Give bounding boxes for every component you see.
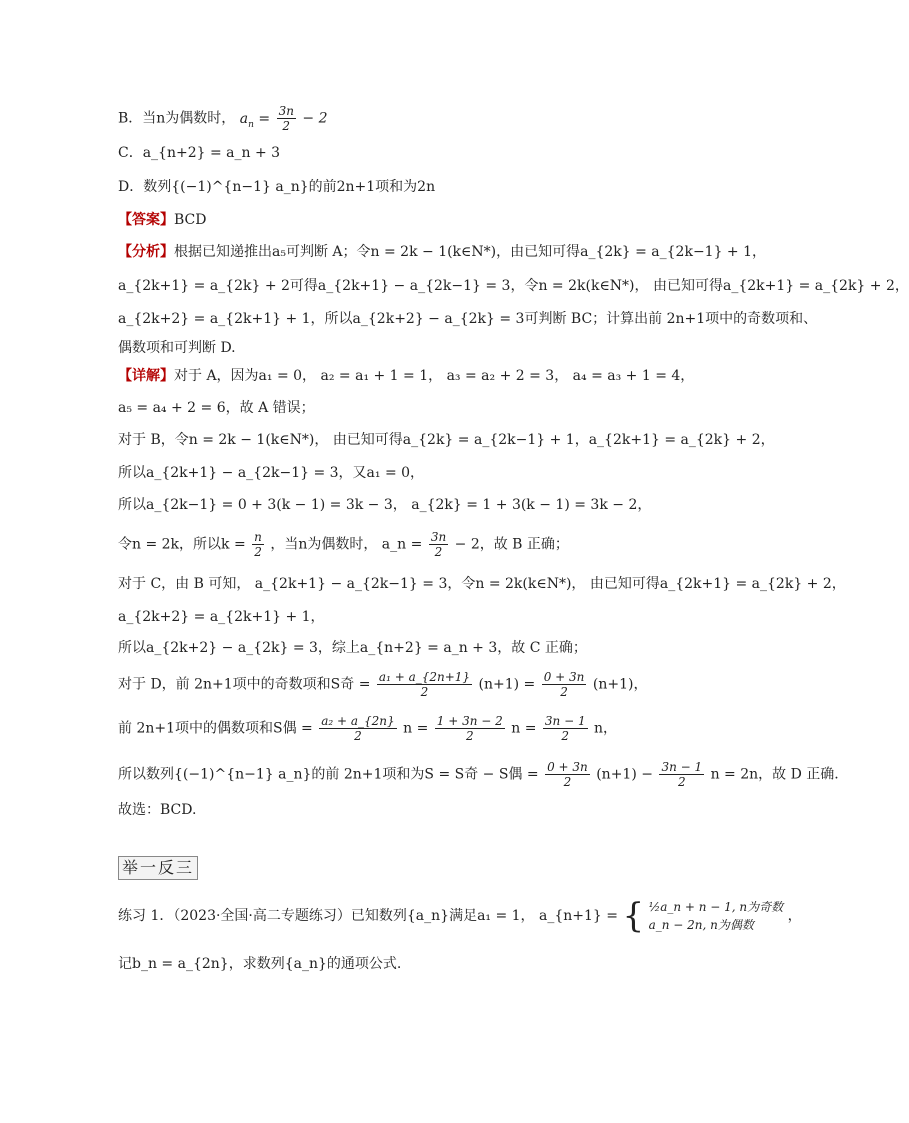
option-b-lhs: $a_n$ = [239,110,271,130]
fraction: $\frac{1 + 3n - 2}{2}$ [436,714,503,743]
detail-line-2: a₅ = a₄ + 2 = 6，故 A 错误； [118,400,315,416]
piecewise: { ½a_n + n − 1, n为奇数 a_n − 2n, n为偶数 [622,896,784,936]
detail-line-8: a_{2k+2} = a_{2k+1} + 1， [118,609,325,625]
detail-line-6: 令n = 2k，所以k = $\frac{n}{2}$ ，当n为偶数时， a_n = $\frac{3n}{2}$ − 2，故 B 正确； [118,530,569,559]
fraction: $\frac{3n}{2}$ [430,530,447,559]
answer-value: BCD [174,212,207,228]
detail-line-11: 前 2n+1项中的偶数项和S偶 = $\frac{\text{a₂ + a\_\{2n\}}}{2}$ n = $\frac{1 + 3n - 2}{2}$ n = $\frac{3n - 1}{2}$ n， [118,714,618,743]
detail-line-7: 对于 C，由 B 可知， a_{2k+1} − a_{2k−1} = 3，令n = 2k(k∈N*)， 由已知可得a_{2k+1} = a_{2k} + 2， [118,576,846,592]
detail-line-4: 所以a_{2k+1} − a_{2k−1} = 3，又a₁ = 0， [118,465,425,481]
analysis-line-2: a_{2k+1} = a_{2k} + 2可得a_{2k+1} − a_{2k−1} = 3，令n = 2k(k∈N*)， 由已知可得a_{2k+1} = a_{2k} + 2， [118,278,909,294]
fraction: $\frac{\text{a₁ + a\_\{2n+1\}}}{2}$ [378,670,471,699]
fraction: $\frac{3n - 1}{2}$ [661,760,703,789]
option-b: B．当n为偶数时， $a_n$ = $\frac{3n}{2}$ − 2 [118,104,328,133]
option-b-text: B．当n为偶数时， [118,110,236,127]
fraction: $\frac{\text{a₂ + a\_\{2n\}}}{2}$ [321,714,395,743]
detail-label: 【详解】 [118,368,174,384]
brace-icon: { [622,896,645,936]
section-heading: 举一反三 [118,856,198,880]
exercise-line-2: 记b_n = a_{2n}，求数列{a_n}的通项公式. [118,956,402,972]
exercise-line-1: 练习 1．（2023·全国·高二专题练习）已知数列{a_n}满足a₁ = 1， a_{n+1} = { ½a_n + n − 1, n为奇数 a_n − 2n, n为偶数 ， [118,896,802,936]
detail-line-1: 【详解】对于 A，因为a₁ = 0， a₂ = a₁ + 1 = 1， a₃ = a₂ + 2 = 3， a₄ = a₃ + 1 = 4， [118,368,695,384]
choose-line: 故选：BCD. [118,802,197,818]
analysis-line-4: 偶数项和可判断 D. [118,340,236,356]
analysis-label: 【分析】 [118,244,174,260]
fraction: $\frac{0 + 3n}{2}$ [543,670,585,699]
option-d: D．数列{(−1)^{n−1} a_n}的前2n+1项和为2n [118,179,436,195]
fraction: $\frac{3n - 1}{2}$ [544,714,586,743]
fraction: $\frac{3n}{2}$ [278,104,294,133]
option-c: C．a_{n+2} = a_n + 3 [118,145,281,161]
detail-line-9: 所以a_{2k+2} − a_{2k} = 3，综上a_{n+2} = a_n + 3，故 C 正确； [118,640,587,656]
fraction: $\frac{0 + 3n}{2}$ [547,760,588,789]
analysis-line-1: 【分析】根据已知递推出a₅可判断 A；令n = 2k − 1(k∈N*)，由已知可得a_{2k} = a_{2k−1} + 1， [118,244,767,260]
detail-line-5: 所以a_{2k−1} = 0 + 3(k − 1) = 3k − 3， a_{2k} = 1 + 3(k − 1) = 3k − 2， [118,497,652,513]
detail-line-10: 对于 D，前 2n+1项中的奇数项和S奇 = $\frac{\text{a₁ + a\_\{2n+1\}}}{2}$ (n+1) = $\frac{0 + 3n}{2}$ (n+1)， [118,670,648,699]
detail-line-3: 对于 B，令n = 2k − 1(k∈N*)， 由已知可得a_{2k} = a_{2k−1} + 1，a_{2k+1} = a_{2k} + 2， [118,432,775,448]
answer-line [118,210,206,230]
fraction: $\frac{n}{2}$ [254,530,262,559]
analysis-line-3: a_{2k+2} = a_{2k+1} + 1，所以a_{2k+2} − a_{2k} = 3可判断 BC；计算出前 2n+1项中的奇数项和、 [118,311,818,327]
answer-label: 【答案】 [118,212,174,228]
detail-line-12: 所以数列{(−1)^{n−1} a_n}的前 2n+1项和为S = S奇 − S偶 = $\frac{0 + 3n}{2}$ (n+1) − $\frac{3n - 1}{2}$ n = 2n，故 D 正确. [118,760,839,789]
